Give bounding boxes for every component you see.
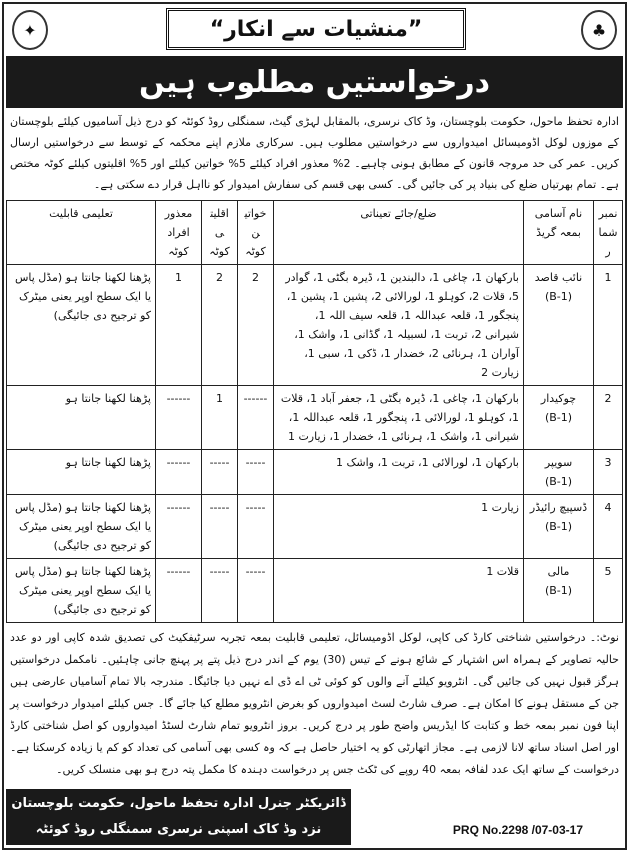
minority-quota-cell: ----- [202, 559, 238, 623]
intro-line: 5% خواتین کیلئے اور 5% اقلیتوں کیلئے کوٹہ مختص ہے۔ تمام بھرتیاں ضلع کی بنیاد پر کی جائیں گی۔ کسی بھی قسم کی سفارش امیدوار کو نااہل قرار دے سکتی ہے۔ [10, 157, 619, 191]
location-cell: قلات 1 [274, 559, 524, 623]
col-header-disabled-quota: معذور افراد کوٹہ [156, 201, 202, 265]
prq-number: PRQ No.2298 /07-03-17 [452, 823, 583, 837]
table-row [7, 559, 623, 623]
government-logo-icon: ✦ [12, 10, 48, 50]
post-name: مالی [547, 565, 570, 578]
minority-quota-cell: 1 [202, 386, 238, 450]
minority-quota-cell: 2 [202, 265, 238, 386]
post-name: ڈسپیچ رائیڈر [529, 501, 588, 514]
minority-quota-cell: ----- [202, 450, 238, 495]
women-quota-cell: ----- [238, 450, 274, 495]
address-line-1: ڈائریکٹر جنرل ادارہ تحفظ ماحول، حکومت بلوچستان [11, 796, 346, 811]
post-grade: (B-1) [544, 520, 573, 533]
intro-line: سے درخواستیں مطلوب ہیں۔ سرکاری ملازم اپنے محکمہ کے توسط سے درخواستیں ارسال کریں۔ عمر کی حد مروجہ قانون کے مطابق ہونی چاہیے۔ 2% معذور افراد کیلئے [10, 136, 619, 170]
table-row [7, 265, 623, 386]
vacancies-table [6, 200, 623, 623]
post-name: نائب قاصد [534, 271, 583, 284]
table-header-row [7, 201, 623, 265]
qualification-cell: پڑھنا لکھنا جانتا ہو (مڈل پاس یا ایک سطح اوپر یعنی میٹرک کو ترجیح دی جائیگی) [7, 559, 156, 623]
table-row [7, 450, 623, 495]
minority-quota-cell: ----- [202, 495, 238, 559]
post-grade: (B-1) [544, 584, 573, 597]
post-cell [524, 495, 594, 559]
qualification-cell: پڑھنا لکھنا جانتا ہو [7, 386, 156, 450]
col-header-location: ضلع/جائے تعیناتی [274, 201, 524, 265]
col-header-minority-quota: اقلیتی کوٹہ [202, 201, 238, 265]
serial-cell: 4 [594, 495, 623, 559]
col-header-serial: نمبر شمار [594, 201, 623, 265]
post-grade: (B-1) [544, 290, 573, 303]
footer-row [6, 789, 623, 845]
intro-paragraph [6, 108, 623, 198]
post-name: چوکیدار [540, 392, 577, 405]
post-grade: (B-1) [544, 411, 573, 424]
anti-drug-slogan: ”منشیات سے انکار“ [166, 8, 466, 50]
serial-cell: 2 [594, 386, 623, 450]
women-quota-cell: ----- [238, 495, 274, 559]
disabled-quota-cell: 1 [156, 265, 202, 386]
col-header-women-quota: خواتین کوٹہ [238, 201, 274, 265]
location-cell: زیارت 1 [274, 495, 524, 559]
disabled-quota-cell: ------ [156, 559, 202, 623]
women-quota-cell: ------ [238, 386, 274, 450]
location-cell: بارکھان 1، لورالائی 1، تربت 1، واشک 1 [274, 450, 524, 495]
page-title: درخواستیں مطلوب ہیں [6, 56, 623, 108]
table-row [7, 495, 623, 559]
post-grade: (B-1) [544, 475, 573, 488]
post-cell [524, 265, 594, 386]
qualification-cell: پڑھنا لکھنا جانتا ہو (مڈل پاس یا ایک سطح اوپر یعنی میٹرک کو ترجیح دی جائیگی) [7, 495, 156, 559]
serial-cell: 5 [594, 559, 623, 623]
table-row [7, 386, 623, 450]
women-quota-cell: 2 [238, 265, 274, 386]
notes-paragraph: نوٹ:۔ درخواستیں شناختی کارڈ کی کاپی، لوکل اڈومیسائل، تعلیمی قابلیت بمعہ تجربہ سرٹیفکیٹ کی تصدیق شدہ کاپی اور دو عدد حالیہ تصاویر کے ہمراہ اس اشتہار کے شائع ہونے کے تیس (30) یوم کے اندر درج ذیل پتے پر پہنچ جانی چاہئیں۔ نامکمل درخواستیں ہرگز قبول نہیں کی جائیں گی۔ انٹرویو کیلئے آنے والوں کو کوئی ٹی اے ڈی اے نہیں دیا جائیگا۔ مندرجہ بالا تمام آسامیاں عارضی ہیں جن کے مستقل ہونے کا امکان ہے۔ صرف شارٹ لسٹ امیدواروں کو بغرض انٹرویو مطلع کیا جائے گا۔ جس کیلئے امیدوار درخواست پر اپنا فون نمبر بمعہ خط و کتابت کا ایڈریس واضح طور پر درج کریں۔ بروز انٹرویو تمام شارٹ لسٹڈ امیدواروں کو اصل شناختی کارڈ اور اصل اسناد ساتھ لانا لازمی ہے۔ مجاز اتھارٹی کو یہ اختیار حاصل ہے کہ وہ کسی بھی آسامی کی تعداد کو کم یا زیادہ کرسکتا ہے۔ درخواست کے ساتھ ایک عدد لفافہ بمعہ 40 روپے کی ٹکٹ جس پر درخواست دہندہ کا مکمل پتہ درج ہو بھی منسلک کریں۔ [10, 631, 619, 776]
header [6, 4, 623, 54]
address-line-2: نزد وڈ کاک اسپنی نرسری سمنگلی روڈ کوئٹہ [35, 822, 322, 837]
post-cell [524, 386, 594, 450]
location-cell: بارکھان 1، چاغی 1، ڈیرہ بگٹی 1، جعفر آباد 1، قلات 1، کوہلو 1، لورالائی 1، پنجگور 1، قلعہ عبداللہ 1، شیرانی 1، واشک 1، ہرنائی 1، خضدار 1، زیارت 1 [274, 386, 524, 450]
advertisement-frame [2, 2, 627, 850]
qualification-cell: پڑھنا لکھنا جانتا ہو [7, 450, 156, 495]
disabled-quota-cell: ------ [156, 495, 202, 559]
qualification-cell: پڑھنا لکھنا جانتا ہو (مڈل پاس یا ایک سطح اوپر یعنی میٹرک کو ترجیح دی جائیگی) [7, 265, 156, 386]
location-cell: بارکھان 1، چاغی 1، دالبندین 1، ڈیرہ بگٹی 1، گوادر 5، قلات 2، کوہلو 1، لورالائی 2، پشین 1، پشین 1، پنجگور 1، قلعہ عبداللہ 1، قلعہ سیف اللہ 1، شیرانی 2، تربت 1، لسبیلہ 1، گڈانی 1، واشک 1، آواران 1، ہرنائی 2، خضدار 1، ڈکی 1، سبی 1، زیارت 2 [274, 265, 524, 386]
post-cell [524, 559, 594, 623]
serial-cell: 3 [594, 450, 623, 495]
post-name: سویپر [544, 456, 573, 469]
disabled-quota-cell: ------ [156, 450, 202, 495]
post-cell [524, 450, 594, 495]
contact-address-box [6, 789, 351, 845]
serial-cell: 1 [594, 265, 623, 386]
col-header-qualification: تعلیمی قابلیت [7, 201, 156, 265]
women-quota-cell: ----- [238, 559, 274, 623]
department-logo-icon: ♣ [581, 10, 617, 50]
intro-line: ادارہ تحفظ ماحول، حکومت بلوچستان، وڈ کاک نرسری، بالمقابل لہڑی گیٹ، سمنگلی روڈ کوئٹہ کو درج ذیل آسامیوں کیلئے بلوچستان کے موزوں لوکل اڈومیسائل امیدواروں [10, 115, 620, 149]
col-header-post: نام آسامی بمعہ گریڈ [524, 201, 594, 265]
disabled-quota-cell: ------ [156, 386, 202, 450]
